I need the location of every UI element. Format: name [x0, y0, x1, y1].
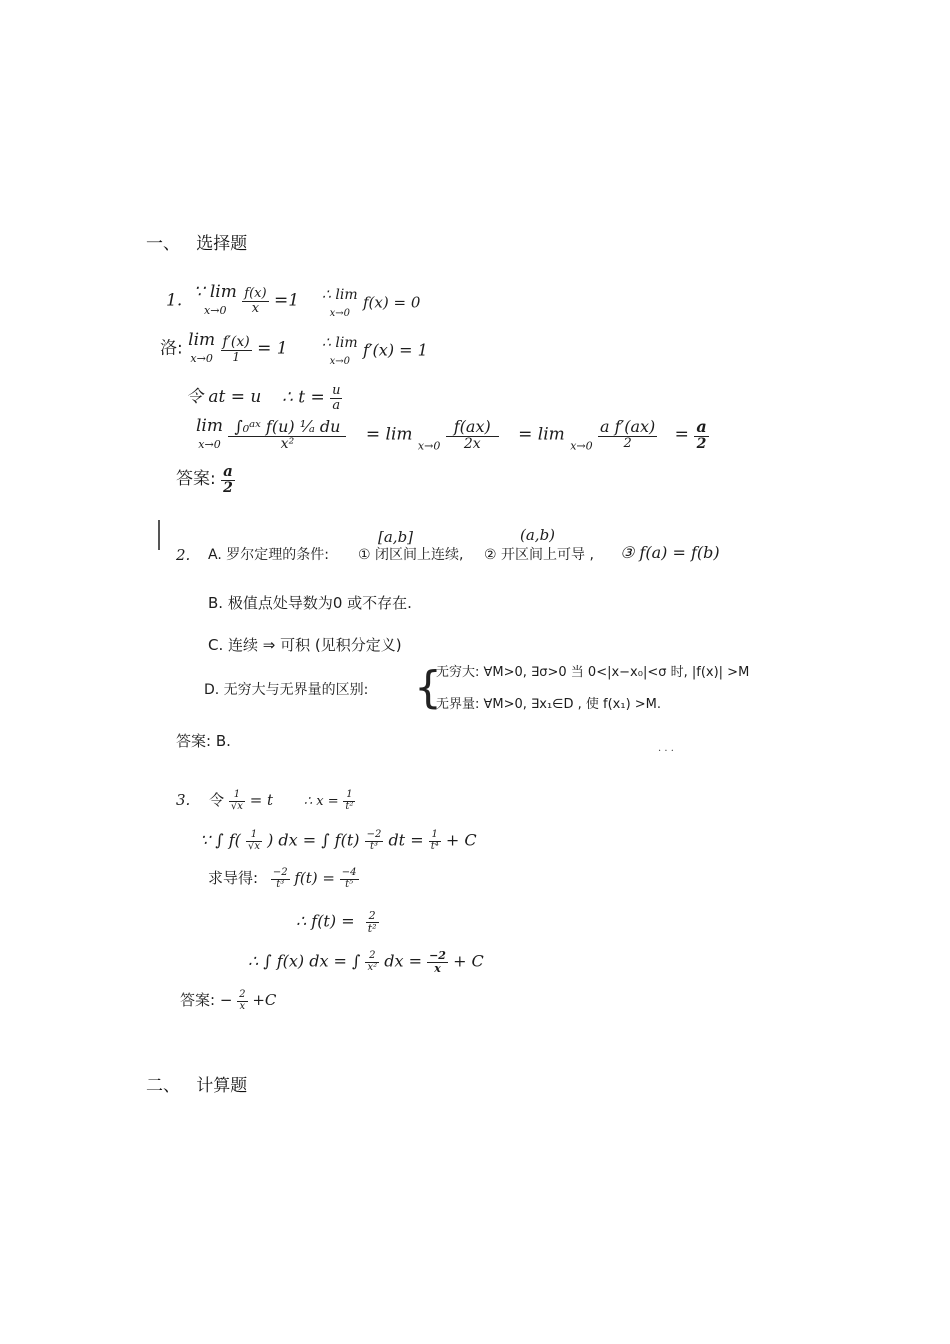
q3-line5	[248, 950, 484, 974]
q3-line5-a: ∴ ∫ f(x) dx = ∫	[248, 951, 361, 971]
q1-line2-lim-sub: x→0	[190, 352, 213, 365]
q3-line4-a: ∴ f(t) =	[296, 911, 355, 931]
q1-line2-frac: $\frac{f'(x)}{1}$	[222, 333, 250, 364]
q3-line2-d: + C	[445, 830, 477, 850]
q1-line3	[186, 389, 261, 406]
q3-line2-frac3: $\frac{1}{\text{t⁴}}$	[430, 829, 439, 852]
q1-line4-frac3: $\frac{\text{a f′(ax)}}{2}$	[600, 417, 656, 452]
q3-answer-c: +C	[252, 991, 277, 1009]
q3-answer	[180, 990, 276, 1012]
q3-line3	[208, 868, 359, 890]
q1-hopital-label: 洛:	[160, 338, 183, 359]
q2-option-d-label: D. 无穷大与无界量的区别:	[204, 682, 369, 698]
q1-line2-lim-b-sub: x→0	[329, 356, 350, 367]
q3-line4-frac: $\frac{2}{\text{t²}}$	[367, 909, 377, 935]
q2-option-b: B. 极值点处导数为0 或不存在.	[208, 594, 412, 612]
q1-line4-lim: lim	[196, 416, 223, 436]
q3-line3-frac: $\frac{-2}{\text{t³}}$	[272, 867, 288, 890]
q2-option-d-line1: 无穷大: ∀M>0, ∃σ>0 当 0<|x−x₀|<σ 时, |f(x)| >M	[436, 665, 750, 680]
q1-line2-lim: lim	[188, 330, 216, 350]
q2-option-d-line2: 无界量: ∀M>0, ∃x₁∈D , 使 f(x₁) >M.	[436, 697, 662, 712]
q3-answer-frac: $\frac{2}{x}$	[239, 989, 246, 1012]
section-heading-choice: 一、 选择题	[146, 234, 248, 254]
q2-option-a-label: A. 罗尔定理的条件:	[208, 547, 329, 563]
q3-line5-frac: $\frac{2}{\text{x²}}$	[367, 950, 378, 973]
q1-t-expr: ∴ t =	[282, 387, 325, 408]
q3-answer-label: 答案: −	[180, 991, 233, 1009]
q2-number: 2.	[176, 546, 191, 564]
q3-line1-x: ∴ x =	[303, 794, 339, 809]
q1-lim-b: ∴ lim	[322, 287, 358, 303]
q3-line4	[296, 910, 379, 934]
q1-line4-sub3: x→0	[570, 439, 593, 453]
q3-let: 令	[209, 791, 225, 809]
q3-line5-b: dx =	[384, 951, 422, 971]
q3-line1	[176, 790, 355, 812]
scan-edge-mark	[158, 520, 160, 550]
q3-line2-a: ∵ ∫ f(	[200, 830, 241, 850]
q1-answer-label: 答案:	[176, 469, 216, 490]
q3-line2-c: dt =	[388, 830, 424, 850]
q1-line2-rest: f′(x) = 1	[363, 340, 428, 360]
q3-line2-frac: $\frac{1}{√x}$	[247, 829, 260, 852]
q1-rest-b: f(x) = 0	[363, 293, 421, 312]
q1-line2-right	[322, 334, 428, 368]
q2-answer: 答案: B.	[176, 732, 231, 750]
q1-answer-frac: $\frac{a}{2}$	[223, 462, 233, 496]
q2-open-interval-note: (a,b)	[520, 526, 556, 544]
q2-option-c: C. 连续 ⇒ 可积 (见积分定义)	[208, 636, 402, 654]
q3-line5-c: + C	[453, 951, 484, 971]
section-heading-calculation: 二、 计算题	[146, 1076, 248, 1096]
q1-line4-eq1: = lim	[365, 424, 413, 445]
q2-option-a-part2: ② 开区间上可导 ,	[484, 547, 594, 563]
q2-option-a-part1: ① 闭区间上连续,	[358, 547, 464, 563]
q1-line2	[160, 332, 288, 366]
q1-line4-eq2: = lim	[518, 424, 565, 445]
q1-line4-lim-sub: x→0	[198, 438, 221, 451]
q1-line2-lim-b: ∴ lim	[322, 335, 358, 351]
q2-closed-interval-note: [a,b]	[378, 528, 414, 546]
q3-line3-b: f(t) =	[294, 869, 335, 887]
q1-line2-eq: = 1	[257, 338, 288, 359]
q1-t-frac: $\frac{u}{a}$	[332, 383, 341, 413]
q1-line3-right	[282, 384, 342, 412]
q1-line4-frac4: $\frac{a}{2}$	[696, 416, 707, 452]
q1-line4-frac2: $\frac{f(ax)}{2x}$	[446, 419, 499, 451]
q3-line2-b: ) dx = ∫ f(t)	[267, 830, 360, 850]
q3-line2-frac2: $\frac{-2}{\text{t³}}$	[366, 829, 382, 852]
q3-line1-eq: = t	[249, 791, 274, 809]
q1-answer	[176, 464, 235, 495]
q1-line4-frac1: $\frac{\text{∫₀ᵃˣ f(u) ¹⁄ₐ du}}{\text{x²}}$	[228, 419, 346, 451]
q3-line5-frac2: $\frac{-2}{x}$	[429, 949, 446, 975]
q1-lim-a-sub: x→0	[204, 304, 227, 317]
q1-line4-eq3: =	[674, 424, 689, 445]
q3-line1-frac: $\frac{1}{√x}$	[230, 789, 243, 812]
q1-lim-b-sub: x→0	[329, 308, 350, 319]
q1-line4-sub2: x→0	[417, 439, 441, 453]
q1-lim-a: ∵ lim	[193, 282, 237, 302]
q1-eq-a: =1	[273, 290, 300, 311]
q1-frac-a: $\frac{f(x)}{x}$	[244, 285, 267, 316]
q1-line1	[166, 284, 299, 318]
q3-line1-frac2: $\frac{1}{\text{t²}}$	[345, 789, 354, 812]
q2-option-a-part3: ③ f(a) = f(b)	[620, 543, 720, 562]
q3-line3-frac2: $\frac{-4}{\text{t⁵}}$	[341, 867, 357, 890]
q1-line4	[196, 418, 709, 452]
q3-line2	[200, 830, 477, 852]
q3-number: 3.	[176, 791, 191, 809]
scan-dots: · · ·	[658, 746, 674, 757]
q1-number: 1.	[166, 290, 183, 311]
q1-substitution: 令 at = u	[186, 387, 262, 407]
q3-derive-label: 求导得:	[208, 869, 259, 887]
q2-brace: {	[414, 662, 442, 713]
q1-line1-right	[322, 286, 420, 320]
